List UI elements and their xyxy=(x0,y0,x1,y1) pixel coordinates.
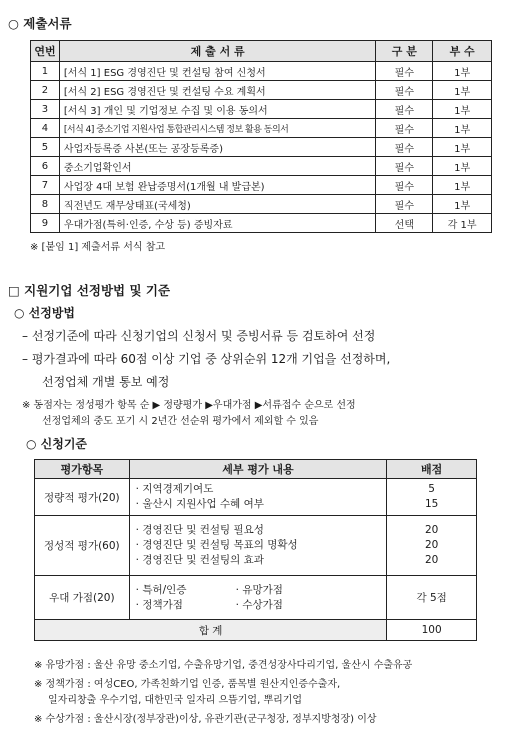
row-no: 1 xyxy=(31,62,60,81)
score-line: 20 xyxy=(424,524,439,536)
documents-table-header xyxy=(31,41,492,62)
row-type: 필수 xyxy=(376,138,433,157)
table-row xyxy=(35,516,477,576)
method-title: ○ 선정방법 xyxy=(14,306,76,320)
row-no: 4 xyxy=(31,119,60,138)
row-document-name: 직전년도 재무상태표(국세청) xyxy=(59,195,376,214)
total-value: 100 xyxy=(387,620,477,641)
row-no: 9 xyxy=(31,214,60,233)
documents-table xyxy=(30,40,492,233)
row-count: 1부 xyxy=(433,119,492,138)
score-line: 20 xyxy=(424,554,439,566)
detail-line: · 경영진단 및 컨설팅 필요성 xyxy=(135,524,264,536)
row-type: 필수 xyxy=(376,176,433,195)
footnote-2: ※ 정책가점 : 여성CEO, 가족친화기업 인증, 품목별 원산지인증수출자, xyxy=(34,679,341,690)
row-document-name: [서식 4] 중소기업 지원사업 통합관리시스템 정보 활용 동의서 xyxy=(59,119,376,138)
row-count: 1부 xyxy=(433,195,492,214)
row-type: 필수 xyxy=(376,100,433,119)
detail-line: · 경영진단 및 컨설팅 목표의 명확성 xyxy=(135,539,298,551)
detail-line: · 경영진단 및 컨설팅의 효과 xyxy=(135,554,264,566)
criteria-scores xyxy=(387,516,477,576)
table-row xyxy=(31,100,492,119)
footnote-3: 일자리창출 우수기업, 대한민국 일자리 으뜸기업, 뿌리기업 xyxy=(48,695,303,706)
header-details: 세부 평가 내용 xyxy=(129,460,387,479)
detail-line: · 수상가점 xyxy=(235,598,283,611)
method-line-1: – 선정기준에 따라 신청기업의 신청서 및 증빙서류 등 검토하여 선정 xyxy=(22,329,376,343)
criteria-details xyxy=(129,479,387,516)
row-type: 선택 xyxy=(376,214,433,233)
criteria-table xyxy=(34,459,477,641)
method-line-3: 선정업체 개별 통보 예정 xyxy=(42,375,170,389)
table-row xyxy=(31,157,492,176)
row-count: 1부 xyxy=(433,100,492,119)
row-count: 1부 xyxy=(433,81,492,100)
criteria-score: 각 5점 xyxy=(387,576,477,620)
row-type: 필수 xyxy=(376,81,433,100)
detail-line: · 유망가점 xyxy=(235,583,283,596)
row-no: 8 xyxy=(31,195,60,214)
score-line: 5 xyxy=(428,483,435,495)
selection-section-title: □ 지원기업 선정방법 및 기준 xyxy=(8,283,171,298)
table-row xyxy=(31,195,492,214)
row-type: 필수 xyxy=(376,119,433,138)
row-no: 2 xyxy=(31,81,60,100)
table-row xyxy=(31,176,492,195)
header-item: 평가항목 xyxy=(35,460,130,479)
method-note-line-1: ※ 동점자는 정성평가 항목 순 ▶ 정량평가 ▶우대가점 ▶서류접수 순으로 선정 xyxy=(22,400,356,411)
row-no: 3 xyxy=(31,100,60,119)
criteria-scores xyxy=(387,479,477,516)
criteria-item: 정성적 평가(60) xyxy=(35,516,130,576)
row-document-name: [서식 2] ESG 경영진단 및 컨설팅 수요 계획서 xyxy=(59,81,376,100)
total-label: 합 계 xyxy=(35,620,387,641)
row-document-name: [서식 3] 개인 및 기업정보 수집 및 이용 동의서 xyxy=(59,100,376,119)
footnote-1: ※ 유망가점 : 울산 유망 중소기업, 수출유망기업, 중견성장사다리기업, 울산시 수출유공 xyxy=(34,660,413,671)
header-score: 배점 xyxy=(387,460,477,479)
detail-line: · 특허/인증 xyxy=(135,583,187,596)
header-count: 부 수 xyxy=(433,41,492,62)
row-document-name: 중소기업확인서 xyxy=(59,157,376,176)
row-document-name: 사업자등록증 사본(또는 공장등록증) xyxy=(59,138,376,157)
row-count: 1부 xyxy=(433,62,492,81)
table-row xyxy=(31,138,492,157)
row-no: 5 xyxy=(31,138,60,157)
total-row xyxy=(35,620,477,641)
detail-line: · 울산시 지원사업 수혜 여부 xyxy=(135,498,264,510)
detail-line: · 정책가점 xyxy=(135,598,183,611)
criteria-details xyxy=(129,576,387,620)
criteria-table-header xyxy=(35,460,477,479)
table-row xyxy=(31,119,492,138)
row-type: 필수 xyxy=(376,157,433,176)
docs-note: ※ [붙임 1] 제출서류 서식 참고 xyxy=(30,242,166,253)
criteria-item: 우대 가점(20) xyxy=(35,576,130,620)
row-document-name: 우대가점(특허·인증, 수상 등) 증빙자료 xyxy=(59,214,376,233)
header-no: 연번 xyxy=(31,41,60,62)
score-line: 15 xyxy=(424,498,439,510)
header-name: 제 출 서 류 xyxy=(59,41,376,62)
row-count: 1부 xyxy=(433,138,492,157)
score-line: 20 xyxy=(424,539,439,551)
row-document-name: [서식 1] ESG 경영진단 및 컨설팅 참여 신청서 xyxy=(59,62,376,81)
row-count: 각 1부 xyxy=(433,214,492,233)
table-row xyxy=(35,576,477,620)
method-note-line-2: 선정업체의 중도 포기 시 2년간 선순위 평가에서 제외할 수 있음 xyxy=(42,416,319,427)
footnote-4: ※ 수상가점 : 울산시장(정부장관)이상, 유관기관(군구청장, 정부지방청장) 이상 xyxy=(34,714,377,725)
row-document-name: 사업장 4대 보험 완납증명서(1개월 내 발급본) xyxy=(59,176,376,195)
criteria-item: 정량적 평가(20) xyxy=(35,479,130,516)
row-count: 1부 xyxy=(433,157,492,176)
docs-section-title: ○ 제출서류 xyxy=(8,16,72,31)
table-row xyxy=(31,214,492,233)
row-no: 7 xyxy=(31,176,60,195)
row-type: 필수 xyxy=(376,195,433,214)
detail-line: · 지역경제기여도 xyxy=(135,483,214,495)
table-row xyxy=(31,62,492,81)
header-type: 구 분 xyxy=(376,41,433,62)
table-row xyxy=(35,479,477,516)
table-row xyxy=(31,81,492,100)
criteria-title: ○ 신청기준 xyxy=(26,437,88,451)
row-no: 6 xyxy=(31,157,60,176)
criteria-details xyxy=(129,516,387,576)
row-count: 1부 xyxy=(433,176,492,195)
method-line-2: – 평가결과에 따라 60점 이상 기업 중 상위순위 12개 기업을 선정하며, xyxy=(22,352,391,366)
row-type: 필수 xyxy=(376,62,433,81)
